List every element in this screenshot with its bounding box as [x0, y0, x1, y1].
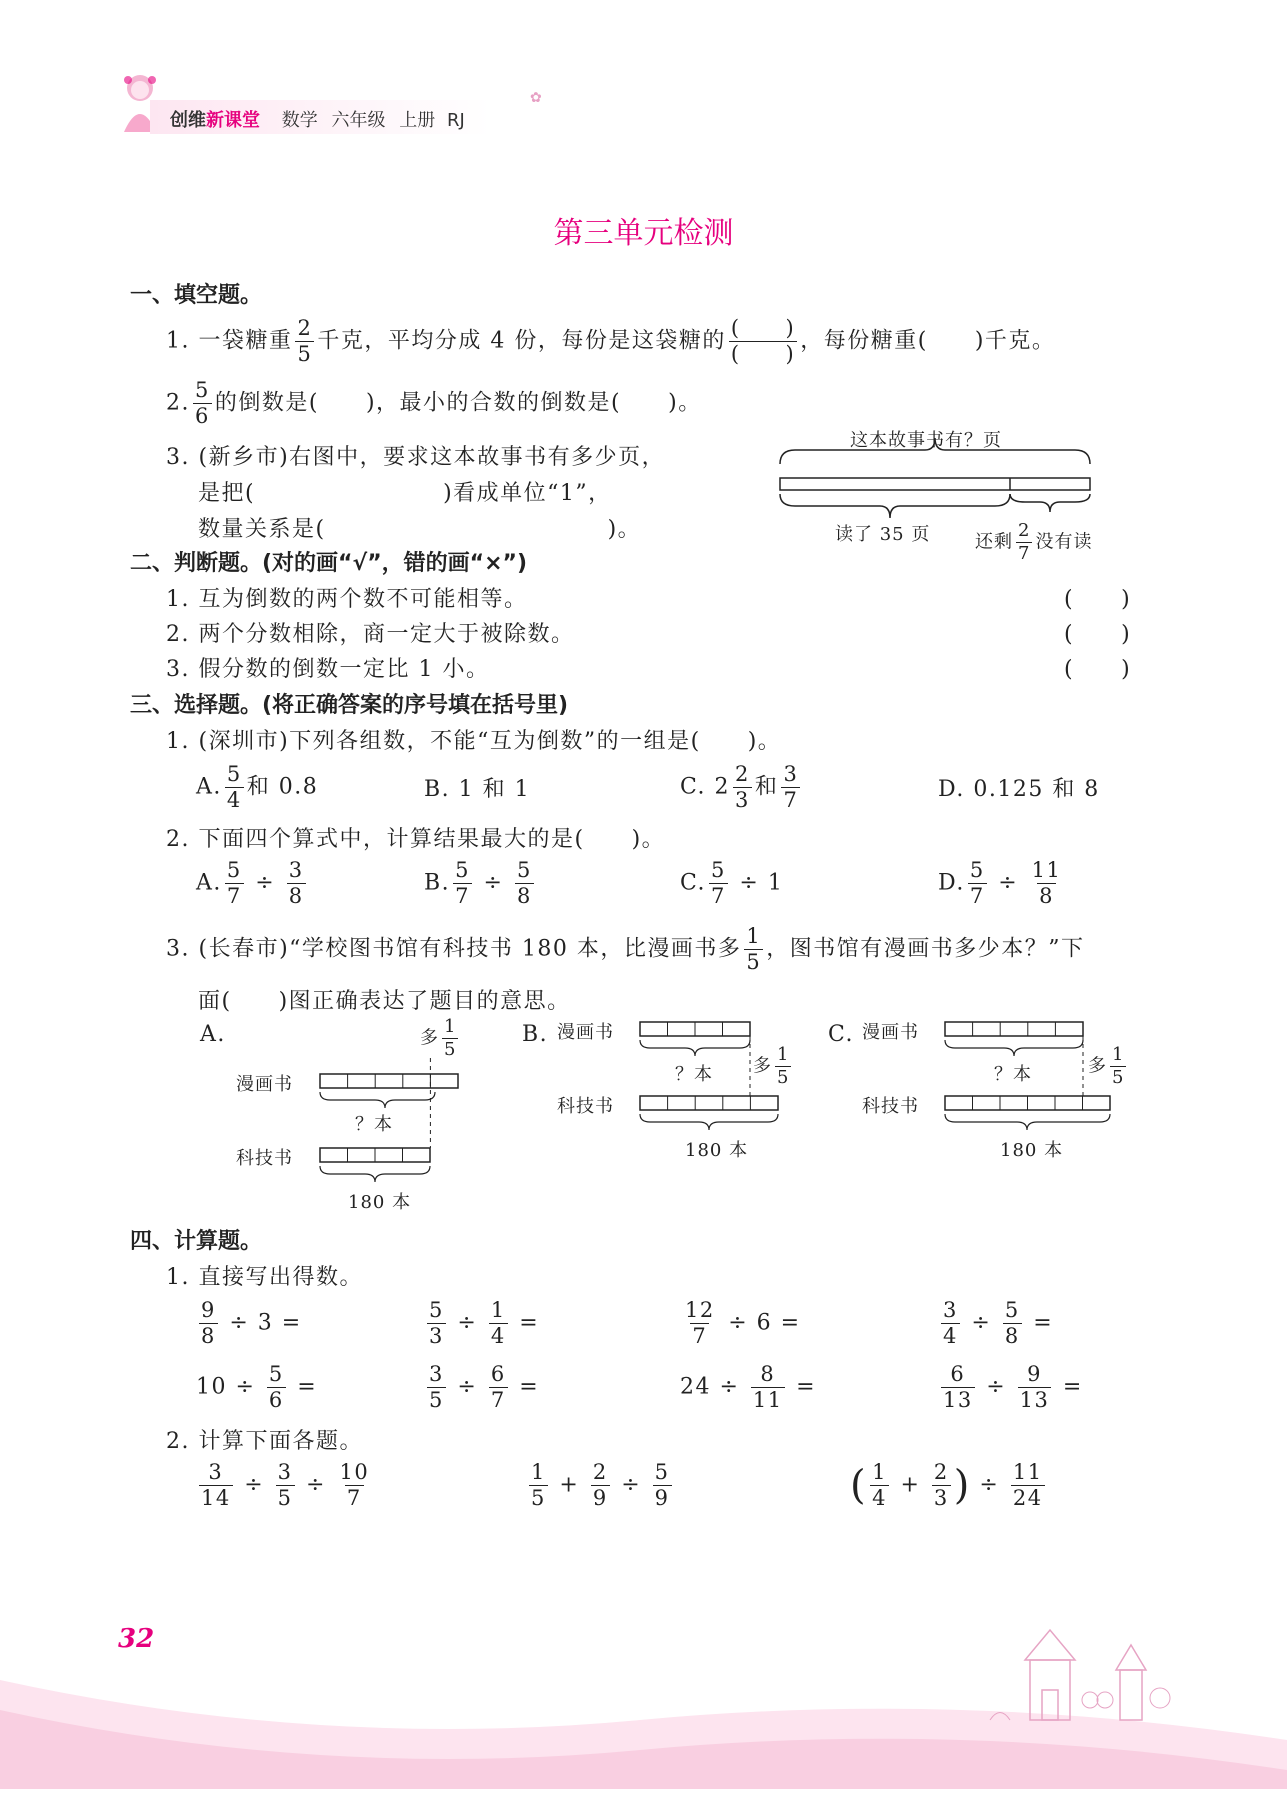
- brand-part2: 新课堂: [206, 110, 260, 131]
- section-fill-blank-title: 一、填空题。: [130, 283, 263, 308]
- more-fraction-label: 多 $\frac{1}{5}$: [753, 1044, 790, 1088]
- storybook-diagram: [770, 430, 1110, 570]
- tf-item-3: 3. 假分数的倒数一定比 1 小。: [166, 657, 490, 682]
- comic-books-label: 漫画书: [236, 1074, 293, 1095]
- s1-q1: 1. 一袋糖重 $\frac{2}{5}$ 千克，平均分成 4 份，每份是这袋糖的 $\frac{( )}{( )}$ ，每份糖重( )千克。: [166, 316, 1056, 366]
- fraction: $\frac{2}{5}$: [297, 316, 313, 366]
- edition: RJ: [446, 110, 465, 131]
- mc-q3-option-b-label[interactable]: B.: [522, 1022, 549, 1047]
- tf-item-2: 2. 两个分数相除，商一定大于被除数。: [166, 622, 575, 647]
- section-multiple-choice-title: 三、选择题。(将正确答案的序号填在括号里): [130, 693, 569, 718]
- mc-q3-option-a-label[interactable]: A.: [200, 1022, 226, 1047]
- unknown-count-label: ？本: [994, 1064, 1032, 1085]
- more-fraction-label: 多 $\frac{1}{5}$: [1088, 1044, 1125, 1088]
- grade: 六年级: [331, 110, 386, 131]
- mc-q2-option-c[interactable]: C. $\frac{5}{7}$ ÷ 1: [680, 858, 784, 908]
- fraction: $\frac{5}{6}$: [195, 378, 210, 428]
- subject: 数学: [281, 110, 318, 131]
- mc-q1-option-d[interactable]: D. 0.125 和 8: [938, 777, 1100, 802]
- calc-item[interactable]: $\frac{3}{4}$ ÷ $\frac{5}{8}$ =: [943, 1298, 1054, 1348]
- page-title: 第三单元检测: [553, 216, 734, 251]
- s1-q3-line2: 是把( )看成单位“1”，: [198, 481, 612, 506]
- page-number: 32: [118, 1624, 155, 1654]
- mc-q1-stem: 1. (深圳市)下列各组数，不能“互为倒数”的一组是( )。: [166, 729, 782, 754]
- mc-q2-stem: 2. 下面四个算式中，计算结果最大的是( )。: [166, 827, 666, 852]
- mc-q3-stem-line1: 3. (长春市)“学校图书馆有科技书 180 本，比漫画书多 $\frac{1}{5}$ ，图书馆有漫画书多少本？”下: [166, 924, 1085, 974]
- tf-answer-1[interactable]: ( ): [1064, 587, 1132, 612]
- calc-item[interactable]: $\frac{6}{13}$ ÷ $\frac{9}{13}$ =: [943, 1362, 1083, 1412]
- calc-expression-1[interactable]: $\frac{3}{14}$ ÷ $\frac{3}{5}$ ÷ $\frac{10}{7}$: [201, 1460, 370, 1510]
- mc-q3-diagram-c: [860, 1016, 1140, 1176]
- s1-q2: 2. $\frac{5}{6}$ 的倒数是( )，最小的合数的倒数是( )。: [166, 378, 702, 428]
- total-label: 180 本: [348, 1192, 412, 1213]
- comic-books-label: 漫画书: [557, 1022, 614, 1043]
- s1-q3-line1: 3. (新乡市)右图中，要求这本故事书有多少页，: [166, 445, 666, 470]
- mc-q2-option-a[interactable]: A. $\frac{5}{7}$ ÷ $\frac{3}{8}$: [196, 858, 304, 908]
- section-true-false-title: 二、判断题。(对的画“√”，错的画“×”): [130, 551, 528, 576]
- mc-q3-option-c-label[interactable]: C.: [828, 1022, 855, 1047]
- brand-part1: 创维: [170, 110, 206, 131]
- castle-icon: [980, 1620, 1180, 1740]
- calc-q2-title: 2. 计算下面各题。: [166, 1429, 363, 1454]
- mc-q1-option-b[interactable]: B. 1 和 1: [424, 777, 531, 802]
- tf-answer-3[interactable]: ( ): [1064, 657, 1132, 682]
- mc-q2-option-d[interactable]: D. $\frac{5}{7}$ ÷ $\frac{11}{8}$: [938, 858, 1062, 908]
- more-fraction-label: 多 $\frac{1}{5}$: [420, 1016, 457, 1060]
- tf-answer-2[interactable]: ( ): [1064, 622, 1132, 647]
- mc-q1-option-c[interactable]: C. 2 $\frac{2}{3}$ 和 $\frac{3}{7}$: [680, 762, 799, 812]
- mc-q3-diagram-b: [555, 1016, 815, 1176]
- total-label: 180 本: [685, 1140, 749, 1161]
- mc-q2-option-b[interactable]: B. $\frac{5}{7}$ ÷ $\frac{5}{8}$: [424, 858, 532, 908]
- calc-item[interactable]: 24 ÷ $\frac{8}{11}$ =: [680, 1362, 817, 1412]
- unknown-count-label: ？本: [355, 1114, 393, 1135]
- unknown-count-label: ？本: [675, 1064, 713, 1085]
- header-series: [170, 106, 465, 132]
- science-books-label: 科技书: [236, 1148, 293, 1169]
- calc-item[interactable]: 10 ÷ $\frac{5}{6}$ =: [196, 1362, 318, 1412]
- answer-fraction-blank[interactable]: $\frac{( )}{( )}$: [730, 316, 796, 366]
- flower-icon: ✿: [530, 90, 542, 106]
- calc-item[interactable]: $\frac{12}{7}$ ÷ 6 =: [685, 1298, 801, 1348]
- volume: 上册: [399, 110, 436, 131]
- calc-item[interactable]: $\frac{3}{5}$ ÷ $\frac{6}{7}$ =: [429, 1362, 540, 1412]
- science-books-label: 科技书: [557, 1096, 614, 1117]
- calc-item[interactable]: $\frac{5}{3}$ ÷ $\frac{1}{4}$ =: [429, 1298, 540, 1348]
- total-label: 180 本: [1000, 1140, 1064, 1161]
- mc-q3-diagram-a: [230, 1018, 490, 1218]
- calc-item[interactable]: $\frac{9}{8}$ ÷ 3 =: [201, 1298, 302, 1348]
- diagram-total-label: 这本故事书有？页: [850, 430, 1002, 451]
- s1-q3-line3: 数量关系是( )。: [198, 517, 642, 542]
- calc-expression-3[interactable]: ( $\frac{1}{4}$ + $\frac{2}{3}$ ) ÷ $\frac{11}{24}$: [850, 1460, 1043, 1510]
- calc-q1-title: 1. 直接写出得数。: [166, 1265, 363, 1290]
- diagram-read-label: 读了 35 页: [835, 524, 931, 545]
- comic-books-label: 漫画书: [862, 1022, 919, 1043]
- diagram-remaining-label: 还剩 $\frac{2}{7}$ 没有读: [975, 520, 1093, 564]
- section-calculation-title: 四、计算题。: [130, 1229, 263, 1254]
- tf-item-1: 1. 互为倒数的两个数不可能相等。: [166, 587, 528, 612]
- mc-q1-option-a[interactable]: A. $\frac{5}{4}$ 和 0.8: [196, 762, 319, 812]
- mc-q3-stem-line2: 面( )图正确表达了题目的意思。: [198, 989, 571, 1014]
- science-books-label: 科技书: [862, 1096, 919, 1117]
- calc-expression-2[interactable]: $\frac{1}{5}$ + $\frac{2}{9}$ ÷ $\frac{5}{9}$: [531, 1460, 670, 1510]
